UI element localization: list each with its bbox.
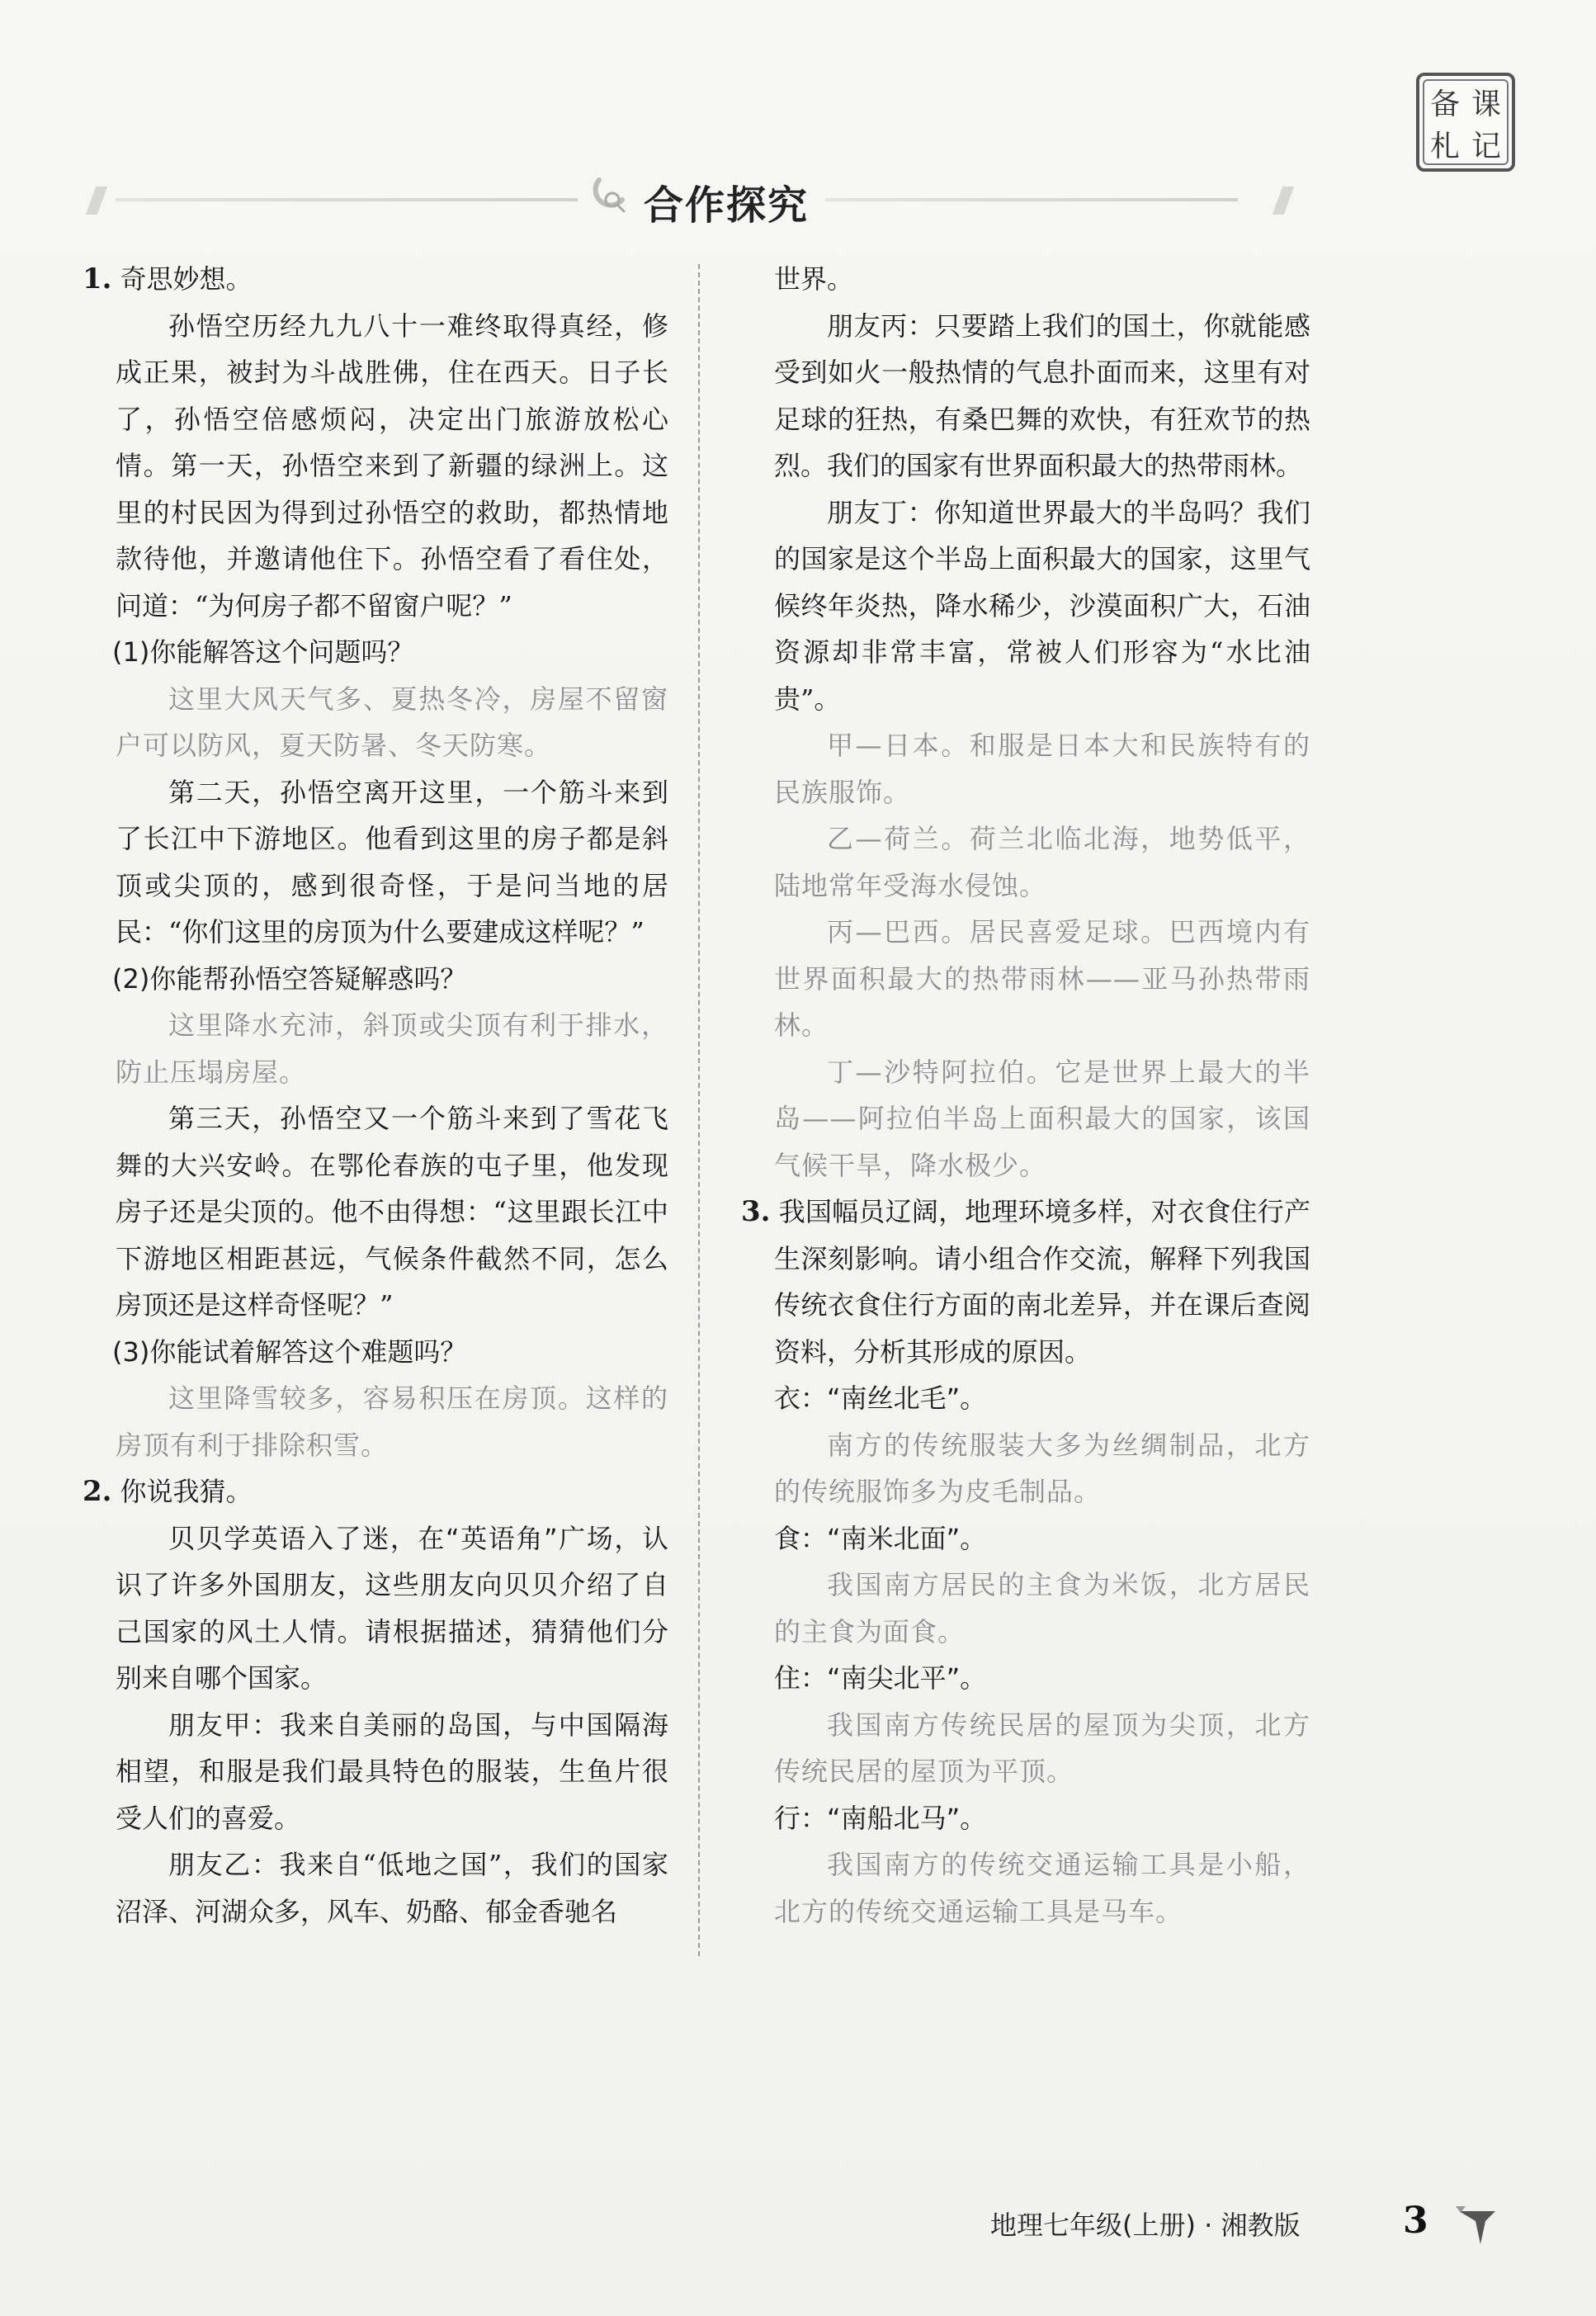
q3-clothing-label: 衣：“南丝北毛”。	[774, 1383, 987, 1414]
q3-food-label: 食：“南米北面”。	[774, 1522, 987, 1554]
lesson-notes-badge	[1416, 73, 1515, 172]
section-title: 合作探究	[644, 182, 810, 229]
q1-story-1: 孙悟空历经九九八十一难终取得真经，修成正果，被封为斗战胜佛，住在西天。日子长了，孙悟空倍感烦闷，决定出门旅游放松心情。第一天，孙悟空来到了新疆的绿洲上。这里的村民因为得到过孙悟空的救助，都热情地款待他，并邀请他住下。孙悟空看了看住处，问道：“为何房子都不留窗户呢？”	[116, 310, 668, 622]
q3-housing-answer: 我国南方传统民居的屋顶为尖顶，北方传统民居的屋顶为平顶。	[774, 1709, 1310, 1787]
q2-answer-d: 丁—沙特阿拉伯。它是世界上最大的半岛——阿拉伯半岛上面积最大的国家，该国气候干旱，降水极少。	[774, 1056, 1310, 1181]
page-footer	[990, 2200, 1518, 2249]
column-divider	[698, 264, 700, 1956]
header-left-tick	[86, 187, 107, 215]
q1-answer-1: 这里大风天气多、夏热冬冷，房屋不留窗户可以防风，夏天防暑、冬天防寒。	[116, 683, 668, 761]
question-1	[83, 256, 668, 1468]
question-title-text: 我国幅员辽阔，地理环境多样，对衣食住行产生深刻影响。请小组合作交流，解释下列我国传统衣食住行方面的南北差异，并在课后查阅资料，分析其形成的原因。	[774, 1196, 1310, 1368]
q2-friend-a: 朋友甲：我来自美丽的岛国，与中国隔海相望，和服是我们最具特色的服装，生鱼片很受人们的喜爱。	[116, 1709, 668, 1834]
q3-clothing-answer: 南方的传统服装大多为丝绸制品，北方的传统服饰多为皮毛制品。	[774, 1429, 1310, 1507]
q1-answer-2: 这里降水充沛，斜顶或尖顶有利于排水，防止压塌房屋。	[116, 1009, 668, 1088]
badge-char: 课	[1471, 87, 1501, 121]
question-3	[741, 1189, 1310, 1935]
q2-answer-c: 丙—巴西。居民喜爱足球。巴西境内有世界面积最大的热带雨林——亚马孙热带雨林。	[774, 916, 1310, 1041]
question-2-title	[83, 1468, 668, 1515]
magnifier-icon	[588, 175, 630, 218]
page-number: 3	[1403, 2200, 1428, 2242]
q2-friend-d: 朋友丁：你知道世界最大的半岛吗？我们的国家是这个半岛上面积最大的国家，这里气候终年炎热，降水稀少，沙漠面积广大，石油资源却非常丰富，常被人们形容为“水比油贵”。	[774, 496, 1310, 715]
q1-story-3: 第三天，孙悟空又一个筋斗来到了雪花飞舞的大兴安岭。在鄂伦春族的屯子里，他发现房子还是尖顶的。他不由得想：“这里跟长江中下游地区相距甚远，气候条件截然不同，怎么房顶还是这样奇怪呢？”	[116, 1103, 668, 1321]
header-left-rule	[116, 198, 578, 201]
q3-housing-label: 住：“南尖北平”。	[774, 1662, 987, 1694]
q2-intro: 贝贝学英语入了迷，在“英语角”广场，认识了许多外国朋友，这些朋友向贝贝介绍了自己国家的风土人情。请根据描述，猜猜他们分别来自哪个国家。	[116, 1522, 668, 1694]
header-right-rule	[825, 198, 1238, 201]
question-3-title	[741, 1189, 1310, 1375]
question-number: 1.	[83, 262, 112, 295]
q1-subquestion-3: (3)你能试着解答这个难题吗？	[112, 1335, 467, 1368]
q2-answer-a: 甲—日本。和服是日本大和民族特有的民族服饰。	[774, 730, 1310, 808]
q1-subquestion-2: (2)你能帮孙悟空答疑解惑吗？	[112, 962, 467, 995]
q1-answer-3: 这里降雪较多，容易积压在房顶。这样的房顶有利于排除积雪。	[116, 1383, 668, 1461]
right-column	[741, 256, 1310, 1935]
q3-travel-label: 行：“南船北马”。	[774, 1802, 987, 1834]
question-2	[83, 1468, 668, 1935]
badge-char: 备	[1429, 87, 1460, 121]
question-title-text: 奇思妙想。	[120, 263, 253, 295]
left-column	[83, 256, 668, 1935]
section-header	[83, 165, 1304, 239]
badge-char: 札	[1429, 130, 1460, 163]
q2-friend-b-continued: 世界。	[774, 263, 854, 295]
q1-story-2: 第二天，孙悟空离开这里，一个筋斗来到了长江中下游地区。他看到这里的房子都是斜顶或尖顶的，感到很奇怪，于是问当地的居民：“你们这里的房顶为什么要建成这样呢？”	[116, 776, 668, 948]
q2-friend-c: 朋友丙：只要踏上我们的国土，你就能感受到如火一般热情的气息扑面而来，这里有对足球的狂热，有桑巴舞的欢快，有狂欢节的热烈。我们的国家有世界面积最大的热带雨林。	[774, 310, 1310, 481]
corner-ornament-icon	[1452, 2203, 1502, 2249]
question-2-continued	[741, 256, 1310, 1189]
header-right-tick	[1273, 187, 1294, 215]
q3-travel-answer: 我国南方的传统交通运输工具是小船，北方的传统交通运输工具是马车。	[774, 1849, 1310, 1927]
question-number: 2.	[83, 1475, 112, 1508]
q1-subquestion-1: (1)你能解答这个问题吗？	[112, 636, 414, 668]
question-title-text: 你说我猜。	[120, 1476, 253, 1507]
question-1-title	[83, 256, 668, 303]
question-number: 3.	[741, 1195, 771, 1228]
badge-inner	[1423, 79, 1509, 165]
q3-food-answer: 我国南方居民的主食为米饭，北方居民的主食为面食。	[774, 1569, 1310, 1647]
book-title: 地理七年级(上册) · 湘教版	[990, 2210, 1301, 2241]
q2-answer-b: 乙—荷兰。荷兰北临北海，地势低平，陆地常年受海水侵蚀。	[774, 823, 1310, 901]
badge-char: 记	[1471, 130, 1501, 163]
q2-friend-b: 朋友乙：我来自“低地之国”，我们的国家沼泽、河湖众多，风车、奶酪、郁金香驰名	[116, 1849, 668, 1927]
